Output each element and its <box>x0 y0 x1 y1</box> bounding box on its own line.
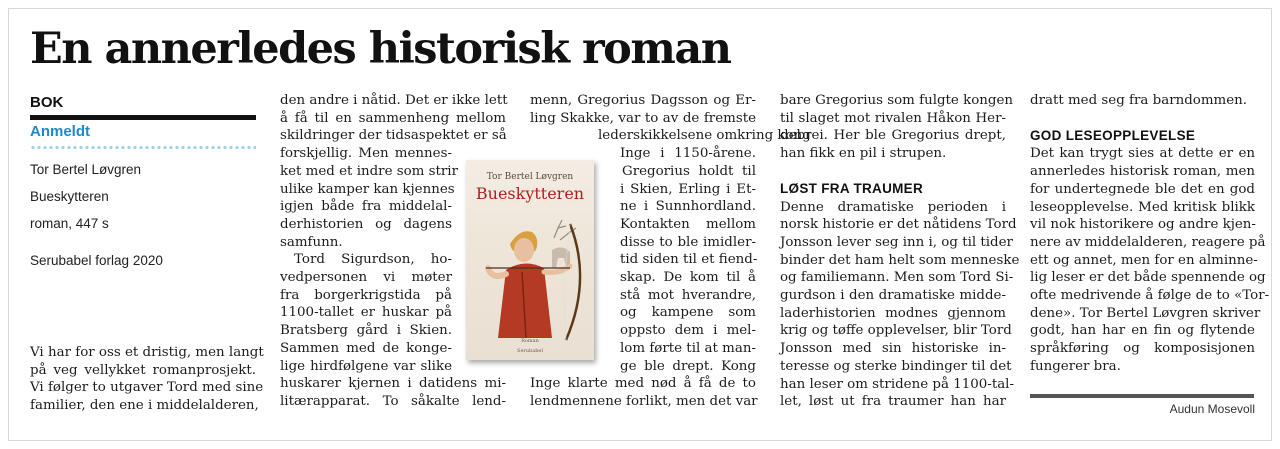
text-column-3 <box>530 92 811 411</box>
text-line: ofte medrivende å følge de to «Tor- <box>1030 288 1270 304</box>
text-line: nere av middelalderen, reagere på <box>1030 234 1266 250</box>
cover-author: Tor Bertel Løvgren <box>486 172 574 182</box>
text-column-1 <box>30 344 264 415</box>
text-line: han fikk en pil i strupen. <box>780 146 947 162</box>
category-rule <box>30 115 256 120</box>
category-label: BOK <box>30 94 64 111</box>
text-line: binder det ham helt som menneske <box>780 252 1020 268</box>
text-line: og kampene som <box>620 305 756 321</box>
text-line: leseopplevelse. Med kritisk blikk <box>1030 199 1255 215</box>
text-line: han leser om stridene på 1100-tal- <box>780 376 1014 392</box>
book-format: roman, 447 s <box>30 216 109 231</box>
text-line: å få til en sammenheng mellom <box>280 110 506 126</box>
text-line: Tord Sigurdson, ho- <box>294 252 452 268</box>
text-line: Vi følger to utgaver Tord med sine <box>30 380 264 396</box>
byline: Audun Mosevoll <box>1169 402 1255 416</box>
wave-divider <box>30 144 256 151</box>
text-line: derhistorien og dagens <box>280 216 452 232</box>
text-line: Det kan trygt sies at dette er en <box>1030 146 1255 162</box>
text-line: godt, han har en fin og flytende <box>1030 323 1255 339</box>
text-line: ling Skakke, var to av de fremste <box>530 110 756 126</box>
text-line: Gregorius holdt til <box>622 163 756 179</box>
text-line: skildringer der tidsaspektet er så <box>280 128 507 144</box>
text-line: igjen både fra middelal- <box>280 199 452 215</box>
book-publisher: Serubabel forlag 2020 <box>30 253 163 268</box>
text-line: Kontakten mellom <box>620 216 756 232</box>
text-line: ulike kamper kan kjennes <box>280 181 455 197</box>
text-line: vedpersonen vi møter <box>280 270 452 286</box>
text-line: fungerer bra. <box>1030 358 1121 374</box>
text-line: annerledes historisk roman, men <box>1030 164 1255 180</box>
text-line: familier, den ene i middelalderen, <box>30 398 259 414</box>
text-line: Sammen med de konge- <box>280 340 452 356</box>
text-line: Bratsberg gård i Skien. <box>280 323 452 339</box>
text-line: Jonsson med sin historiske in- <box>780 341 1006 357</box>
review-infobox <box>30 94 256 268</box>
cover-title: Bueskytteren <box>475 184 585 203</box>
text-line: 1100-tallet er huskar på <box>280 305 452 321</box>
text-line: tid siden til et fiend- <box>620 252 758 268</box>
text-column-4 <box>780 92 1020 411</box>
text-line: litærapparat. To såkalte lend- <box>280 393 506 409</box>
text-line: samfunn. <box>280 234 343 250</box>
text-line: lom førte til at man- <box>620 340 756 356</box>
text-line: vil nok historikere og andre kjen- <box>1030 217 1256 233</box>
text-line: ett og annet, men for en alminne- <box>1030 252 1258 268</box>
text-line: debrei. Her ble Gregorius drept, <box>780 128 1006 144</box>
text-line: for undertegnede ble det en god <box>1030 181 1255 197</box>
text-line: Inge i 1150-årene. <box>620 146 756 162</box>
text-line: ne i Sunnhordland. <box>620 199 756 215</box>
text-line: Denne dramatiske perioden i <box>780 199 1006 215</box>
cover-publisher: Serubabel <box>517 348 543 354</box>
text-line: fra borgerkrigstida på <box>280 287 452 303</box>
subheading: LØST FRA TRAUMER <box>780 180 924 196</box>
text-line: Jonsson lever seg inn i, og til tider <box>780 234 1013 250</box>
text-line: Inge klarte med nød å få de to <box>530 376 756 392</box>
text-line: språkføring og komposisjonen <box>1030 341 1255 357</box>
byline-rule <box>1030 394 1254 398</box>
text-line: stå mot hverandre, <box>620 287 756 303</box>
headline: En annerledes historisk roman <box>30 24 731 74</box>
text-line: laderhistorien modnes gjennom <box>780 305 1006 321</box>
text-line: Vi har for oss et dristig, men langt <box>30 345 264 360</box>
text-line: lederskikkelsene omkring kong <box>598 128 811 144</box>
text-line: gurdson i den dramatiske midde- <box>780 288 1006 304</box>
text-line: disse to ble imidler- <box>620 234 756 250</box>
text-line: den andre i nåtid. Det er ikke lett <box>280 93 508 108</box>
text-line: krig og tøffe opplevelser, blir Tord <box>780 323 1012 339</box>
text-line: lige hirdfølgene var slike <box>280 358 452 374</box>
text-line: ge ble drept. Kong <box>620 358 756 374</box>
text-line: i Skien, Erling i Et- <box>620 181 756 197</box>
text-column-5 <box>1030 92 1270 376</box>
text-line: ket med et indre som strir <box>280 163 458 179</box>
subheading: GOD LESEOPPLEVELSE <box>1030 127 1196 143</box>
text-line: på veg vellykket romanprosjekt. <box>30 362 256 378</box>
book-author: Tor Bertel Løvgren <box>30 162 142 177</box>
book-title: Bueskytteren <box>30 189 109 204</box>
text-line: forskjellig. Men mennes- <box>280 146 452 162</box>
text-line: menn, Gregorius Dagsson og Er- <box>530 93 756 108</box>
text-line: lig leser er det både spennende og <box>1030 270 1266 286</box>
text-line: dratt med seg fra barndommen. <box>1030 93 1248 108</box>
review-label: Anmeldt <box>30 123 90 140</box>
cover-imprint: Roman <box>521 338 539 344</box>
text-line: teresse og sterke bindinger til det <box>780 358 1012 374</box>
text-line: dene». Tor Bertel Løvgren skriver <box>1030 305 1261 321</box>
text-line: til slaget mot rivalen Håkon Her- <box>780 110 1006 126</box>
text-line: skap. De kom til å <box>620 270 756 286</box>
text-line: og familiemann. Men som Tord Si- <box>780 270 1014 286</box>
text-line: norsk historie er det nåtidens Tord <box>780 217 1017 233</box>
text-line: bare Gregorius som fulgte kongen <box>780 93 1014 108</box>
text-line: oppsto dem i mel- <box>620 323 756 339</box>
text-line: huskarer kjernen i datidens mi- <box>280 376 506 392</box>
text-line: let, løst ut fra traumer han har <box>780 394 1006 410</box>
text-line: lendmennene forlikt, men det var <box>530 393 758 409</box>
